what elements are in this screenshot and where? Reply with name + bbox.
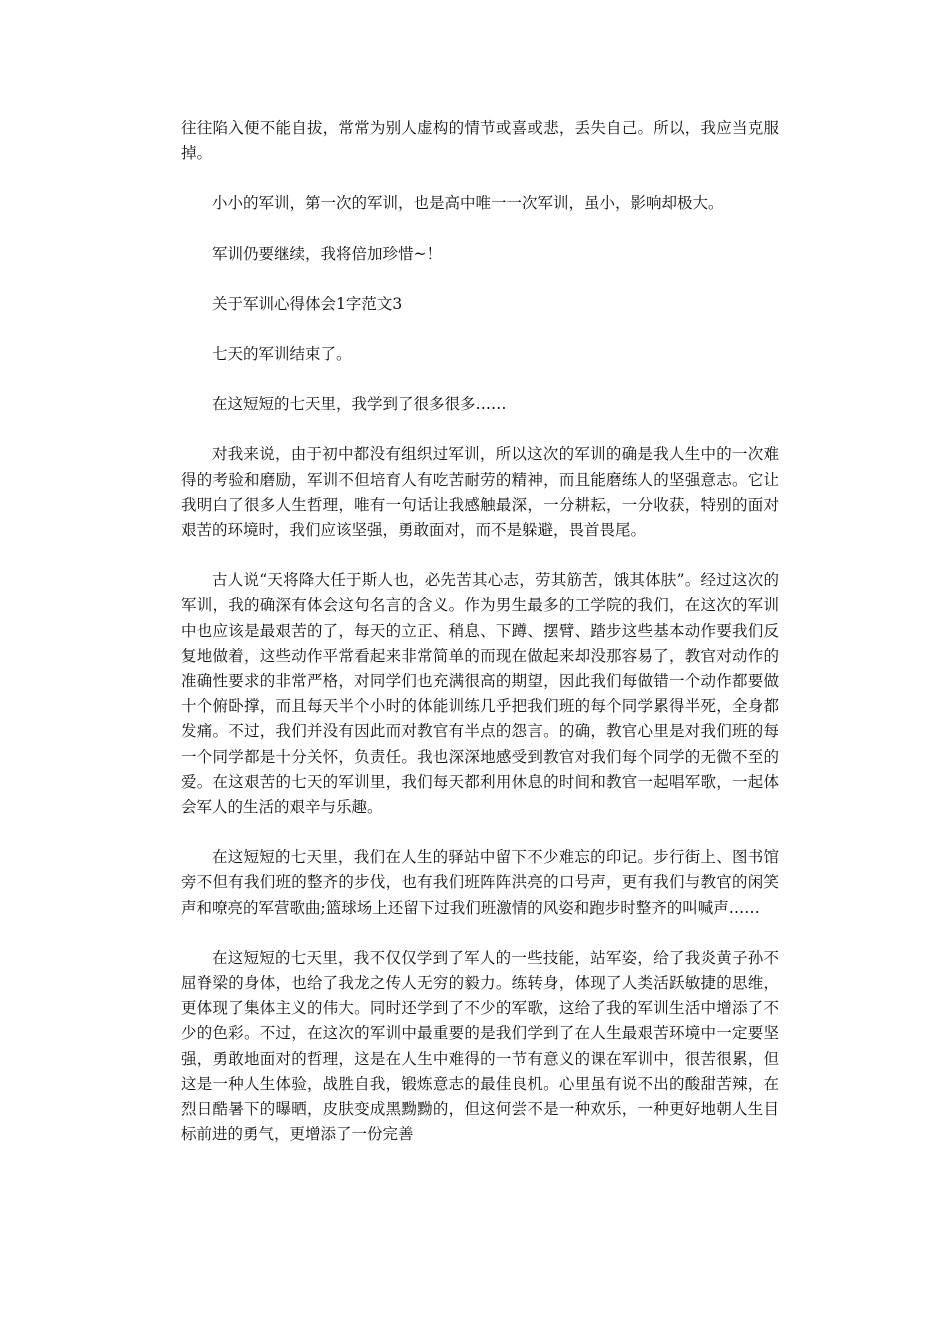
paragraph: 在这短短的七天里，我学到了很多很多…… xyxy=(212,395,507,414)
paragraph: 军训仍要继续，我将倍加珍惜~！ xyxy=(212,244,442,263)
document-body xyxy=(181,116,779,1173)
paragraph-continued: 往往陷入便不能自拔，常常为别人虚构的情节或喜或悲，丢失自己。所以，我应当克服掉。 xyxy=(181,119,779,163)
paragraph: 七天的军训结束了。 xyxy=(212,345,352,364)
paragraph: 古人说“天将降大任于斯人也，必先苦其心志，劳其筋苦，饿其体肤”。经过这次的军训，我的确深有体会这句名言的含义。作为男生最多的工学院的我们，在这次的军训中也应该是最艰苦的了，每天的立正、稍息、下蹲、摆臂、踏步这些基本动作要我们反复地做着，这些动作平常看起来非常简单的而现在做起来却没那容易了，教官对动作的准确性要求的非常严格，对同学们也充满很高的期望，因此我们每做错一个动作都要做十个俯卧撑，而且每天半个小时的体能训练几乎把我们班的每个同学累得半死，全身都发痛。不过，我们并没有因此而对教官有半点的怨言。的确，教官心里是对我们班的每一个同学都是十分关怀，负责任。我也深深地感受到教官对我们每个同学的无微不至的爱。在这艰苦的七天的军训里，我们每天都利用休息的时间和教官一起唱军歌，一起体会军人的生活的艰辛与乐趣。 xyxy=(181,571,779,817)
paragraph: 对我来说，由于初中都没有组织过军训，所以这次的军训的确是我人生中的一次难得的考验和磨励，军训不但培育人有吃苦耐劳的精神，而且能磨练人的坚强意志。它让我明白了很多人生哲理，唯有一句话让我感触最深，一分耕耘，一分收获，特别的面对艰苦的环境时，我们应该坚强，勇敢面对，而不是躲避，畏首畏尾。 xyxy=(181,445,779,540)
section-heading: 关于军训心得体会1字范文3 xyxy=(212,294,403,313)
paragraph: 在这短短的七天里，我们在人生的驿站中留下不少难忘的印记。步行街上、图书馆旁不但有我们班的整齐的步伐，也有我们班阵阵洪亮的口号声，更有我们与教官的闲笑声和嘹亮的军营歌曲;篮球场上还留下过我们班激情的风姿和跑步时整齐的叫喊声…… xyxy=(181,848,779,917)
paragraph: 小小的军训，第一次的军训，也是高中唯一一次军训，虽小，影响却极大。 xyxy=(212,194,724,213)
paragraph: 在这短短的七天里，我不仅仅学到了军人的一些技能，站军姿，给了我炎黄子孙不屈脊梁的身体，也给了我龙之传人无穷的毅力。练转身，体现了人类活跃敏捷的思维，更体现了集体主义的伟大。同时还学到了不少的军歌，这给了我的军训生活中增添了不少的色彩。不过，在这次的军训中最重要的是我们学到了在人生最艰苦环境中一定要坚强，勇敢地面对的哲理，这是在人生中难得的一节有意义的课在军训中，很苦很累，但这是一种人生体验，战胜自我，锻炼意志的最佳良机。心里虽有说不出的酸甜苦辣，在烈日酷暑下的曝晒，皮肤变成黑黝黝的，但这何尝不是一种欢乐，一种更好地朝人生目标前进的勇气，更增添了一份完善 xyxy=(181,948,779,1144)
